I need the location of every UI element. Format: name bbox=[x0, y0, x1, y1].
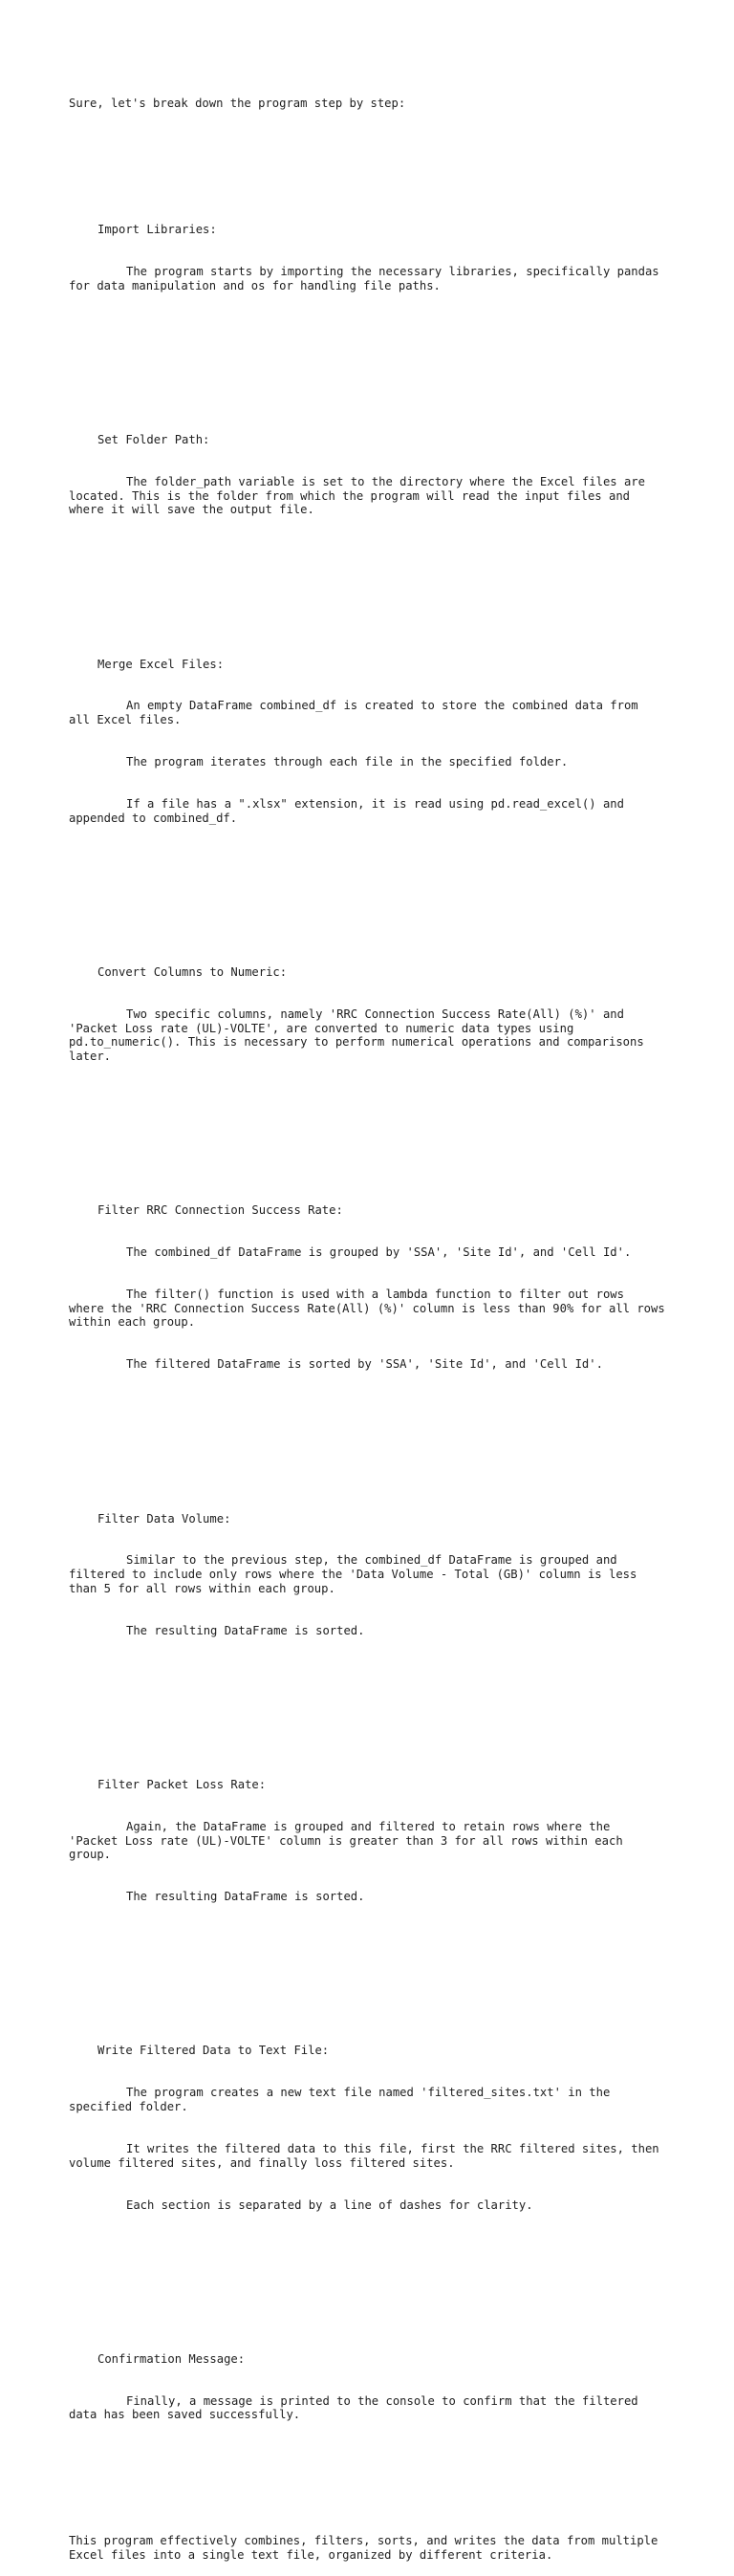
section-heading: Write Filtered Data to Text File: bbox=[97, 2044, 330, 2058]
section-paragraph: Again, the DataFrame is grouped and filtered to retain rows where the 'Packet Loss rate (UL)-VOLTE' column is greater than 3 for all rows within each group. bbox=[69, 1819, 631, 1862]
section-merge-excel-files bbox=[69, 629, 665, 854]
section-heading: Import Libraries: bbox=[97, 223, 217, 237]
section-filter-data-volume bbox=[69, 1483, 665, 1666]
section-write-filtered-data bbox=[69, 2016, 665, 2240]
section-paragraph: The combined_df DataFrame is grouped by 'SSA', 'Site Id', and 'Cell Id'. bbox=[126, 1245, 632, 1260]
section-heading: Confirmation Message: bbox=[97, 2351, 246, 2366]
section-paragraph: The program starts by importing the necessary libraries, specifically pandas for data manipulation and os for handling file paths. bbox=[69, 265, 666, 292]
outro-text: This program effectively combines, filters, sorts, and writes the data from multiple Excel files into a single text file, organized by different criteria. bbox=[69, 2534, 665, 2562]
document-body bbox=[69, 69, 673, 2576]
section-filter-packet-loss bbox=[69, 1750, 665, 1933]
section-confirmation-message bbox=[69, 2325, 665, 2451]
section-import-libraries bbox=[69, 195, 665, 321]
section-set-folder-path bbox=[69, 405, 665, 546]
section-heading: Filter RRC Connection Success Rate: bbox=[97, 1203, 343, 1218]
section-paragraph: Similar to the previous step, the combined_df DataFrame is grouped and filtered to include only rows where the 'Data Volume - Total (GB)' column is less than 5 for all rows within each group. bbox=[69, 1553, 644, 1595]
section-heading: Convert Columns to Numeric: bbox=[97, 964, 288, 979]
section-filter-rrc bbox=[69, 1176, 673, 1400]
section-paragraph: The filtered DataFrame is sorted by 'SSA', 'Site Id', and 'Cell Id'. bbox=[126, 1357, 603, 1372]
section-paragraph: If a file has a ".xlsx" extension, it is read using pd.read_excel() and appended to combined_df. bbox=[69, 797, 632, 825]
section-paragraph: The folder_path variable is set to the directory where the Excel files are located. This is the folder from which the program will read the input files and where it will save the output file. bbox=[69, 475, 653, 517]
section-paragraph: The resulting DataFrame is sorted. bbox=[126, 1623, 365, 1637]
section-convert-columns bbox=[69, 938, 665, 1092]
section-paragraph: The filter() function is used with a lambda function to filter out rows where the 'RRC Connection Success Rate(All) (%)' column is less than 90% for all rows within each group. bbox=[69, 1288, 673, 1330]
section-heading: Set Folder Path: bbox=[97, 433, 210, 447]
section-paragraph: It writes the filtered data to this file, first the RRC filtered sites, then volume filtered sites, and finally loss filtered sites. bbox=[69, 2142, 666, 2170]
section-heading: Filter Packet Loss Rate: bbox=[97, 1777, 267, 1791]
section-heading: Merge Excel Files: bbox=[97, 657, 225, 671]
section-paragraph: The program creates a new text file named 'filtered_sites.txt' in the specified folder. bbox=[69, 2086, 617, 2114]
section-paragraph: Each section is separated by a line of dashes for clarity. bbox=[126, 2197, 533, 2212]
intro-text: Sure, let's break down the program step by step: bbox=[69, 97, 406, 111]
section-paragraph: Finally, a message is printed to the console to confirm that the filtered data has been saved successfully. bbox=[69, 2393, 645, 2422]
section-paragraph: The resulting DataFrame is sorted. bbox=[126, 1890, 365, 1904]
section-paragraph: An empty DataFrame combined_df is created to store the combined data from all Excel files. bbox=[69, 699, 645, 727]
section-paragraph: The program iterates through each file in the specified folder. bbox=[126, 755, 569, 769]
section-heading: Filter Data Volume: bbox=[97, 1511, 231, 1526]
section-paragraph: Two specific columns, namely 'RRC Connection Success Rate(All) (%)' and 'Packet Loss rate (UL)-VOLTE', are converted to numeric data types using pd.to_numeric(). This is necessary to perform numerical operations and comparisons later. bbox=[69, 1007, 652, 1063]
